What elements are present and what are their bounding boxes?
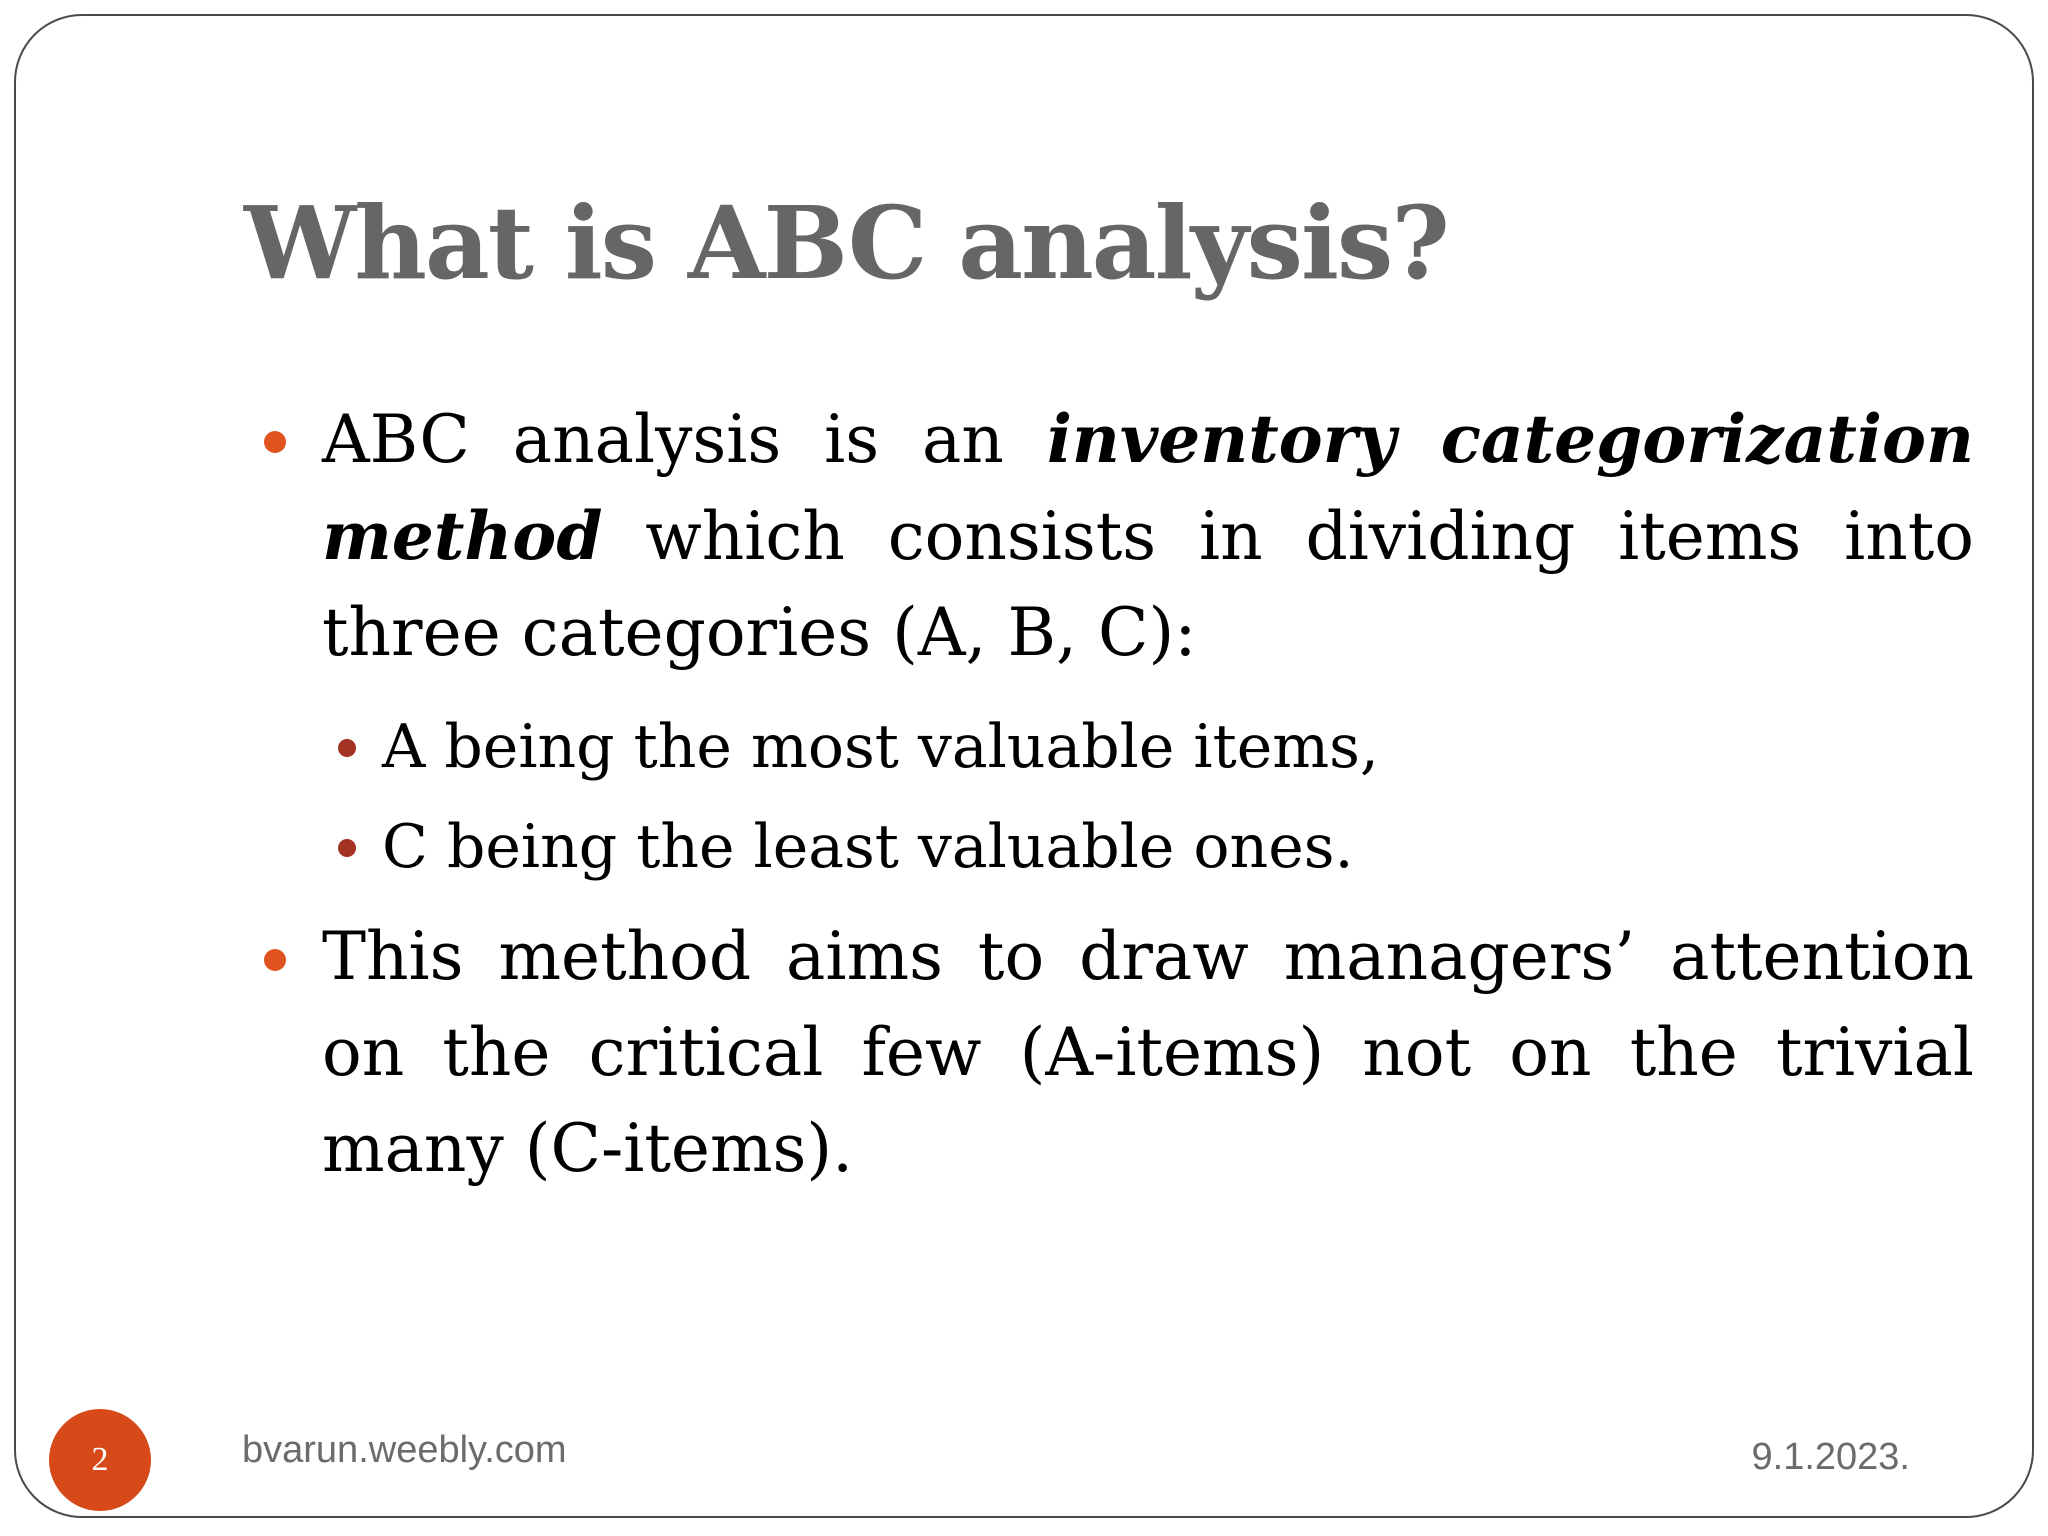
slide-title: What is ABC analysis? [244,184,1448,302]
bullet-item [256,909,1974,1197]
slide [14,14,2034,1518]
bullet-text: This method aims to draw managers’ attention on the critical few (A-items) not on the trivial many (C-items). [322,918,1974,1187]
footer-date: 9.1.2023. [1751,1436,1910,1478]
sub-bullet-dot-icon [338,739,356,757]
bullet-text: ABC analysis is an [322,401,1047,478]
page-number-badge [49,1409,151,1511]
sub-bullet-text: C being the least valuable ones. [382,812,1354,882]
bullet-dot-icon [264,949,286,971]
bullet-dot-icon [264,431,286,453]
sub-bullet-dot-icon [338,839,356,857]
page-number: 2 [91,1441,109,1478]
slide-content [256,391,1974,1213]
sub-bullet-item [256,797,1974,897]
bullet-item [256,391,1974,681]
footer-site: bvarun.weebly.com [242,1429,567,1471]
sub-bullet-item [256,697,1974,797]
sub-bullet-text: A being the most valuable items, [382,712,1379,782]
bullet-text: which consists in dividing items into three categories (A, B, C): [322,498,1974,671]
bullet-emphasis: inventory categorization method [322,400,1974,575]
